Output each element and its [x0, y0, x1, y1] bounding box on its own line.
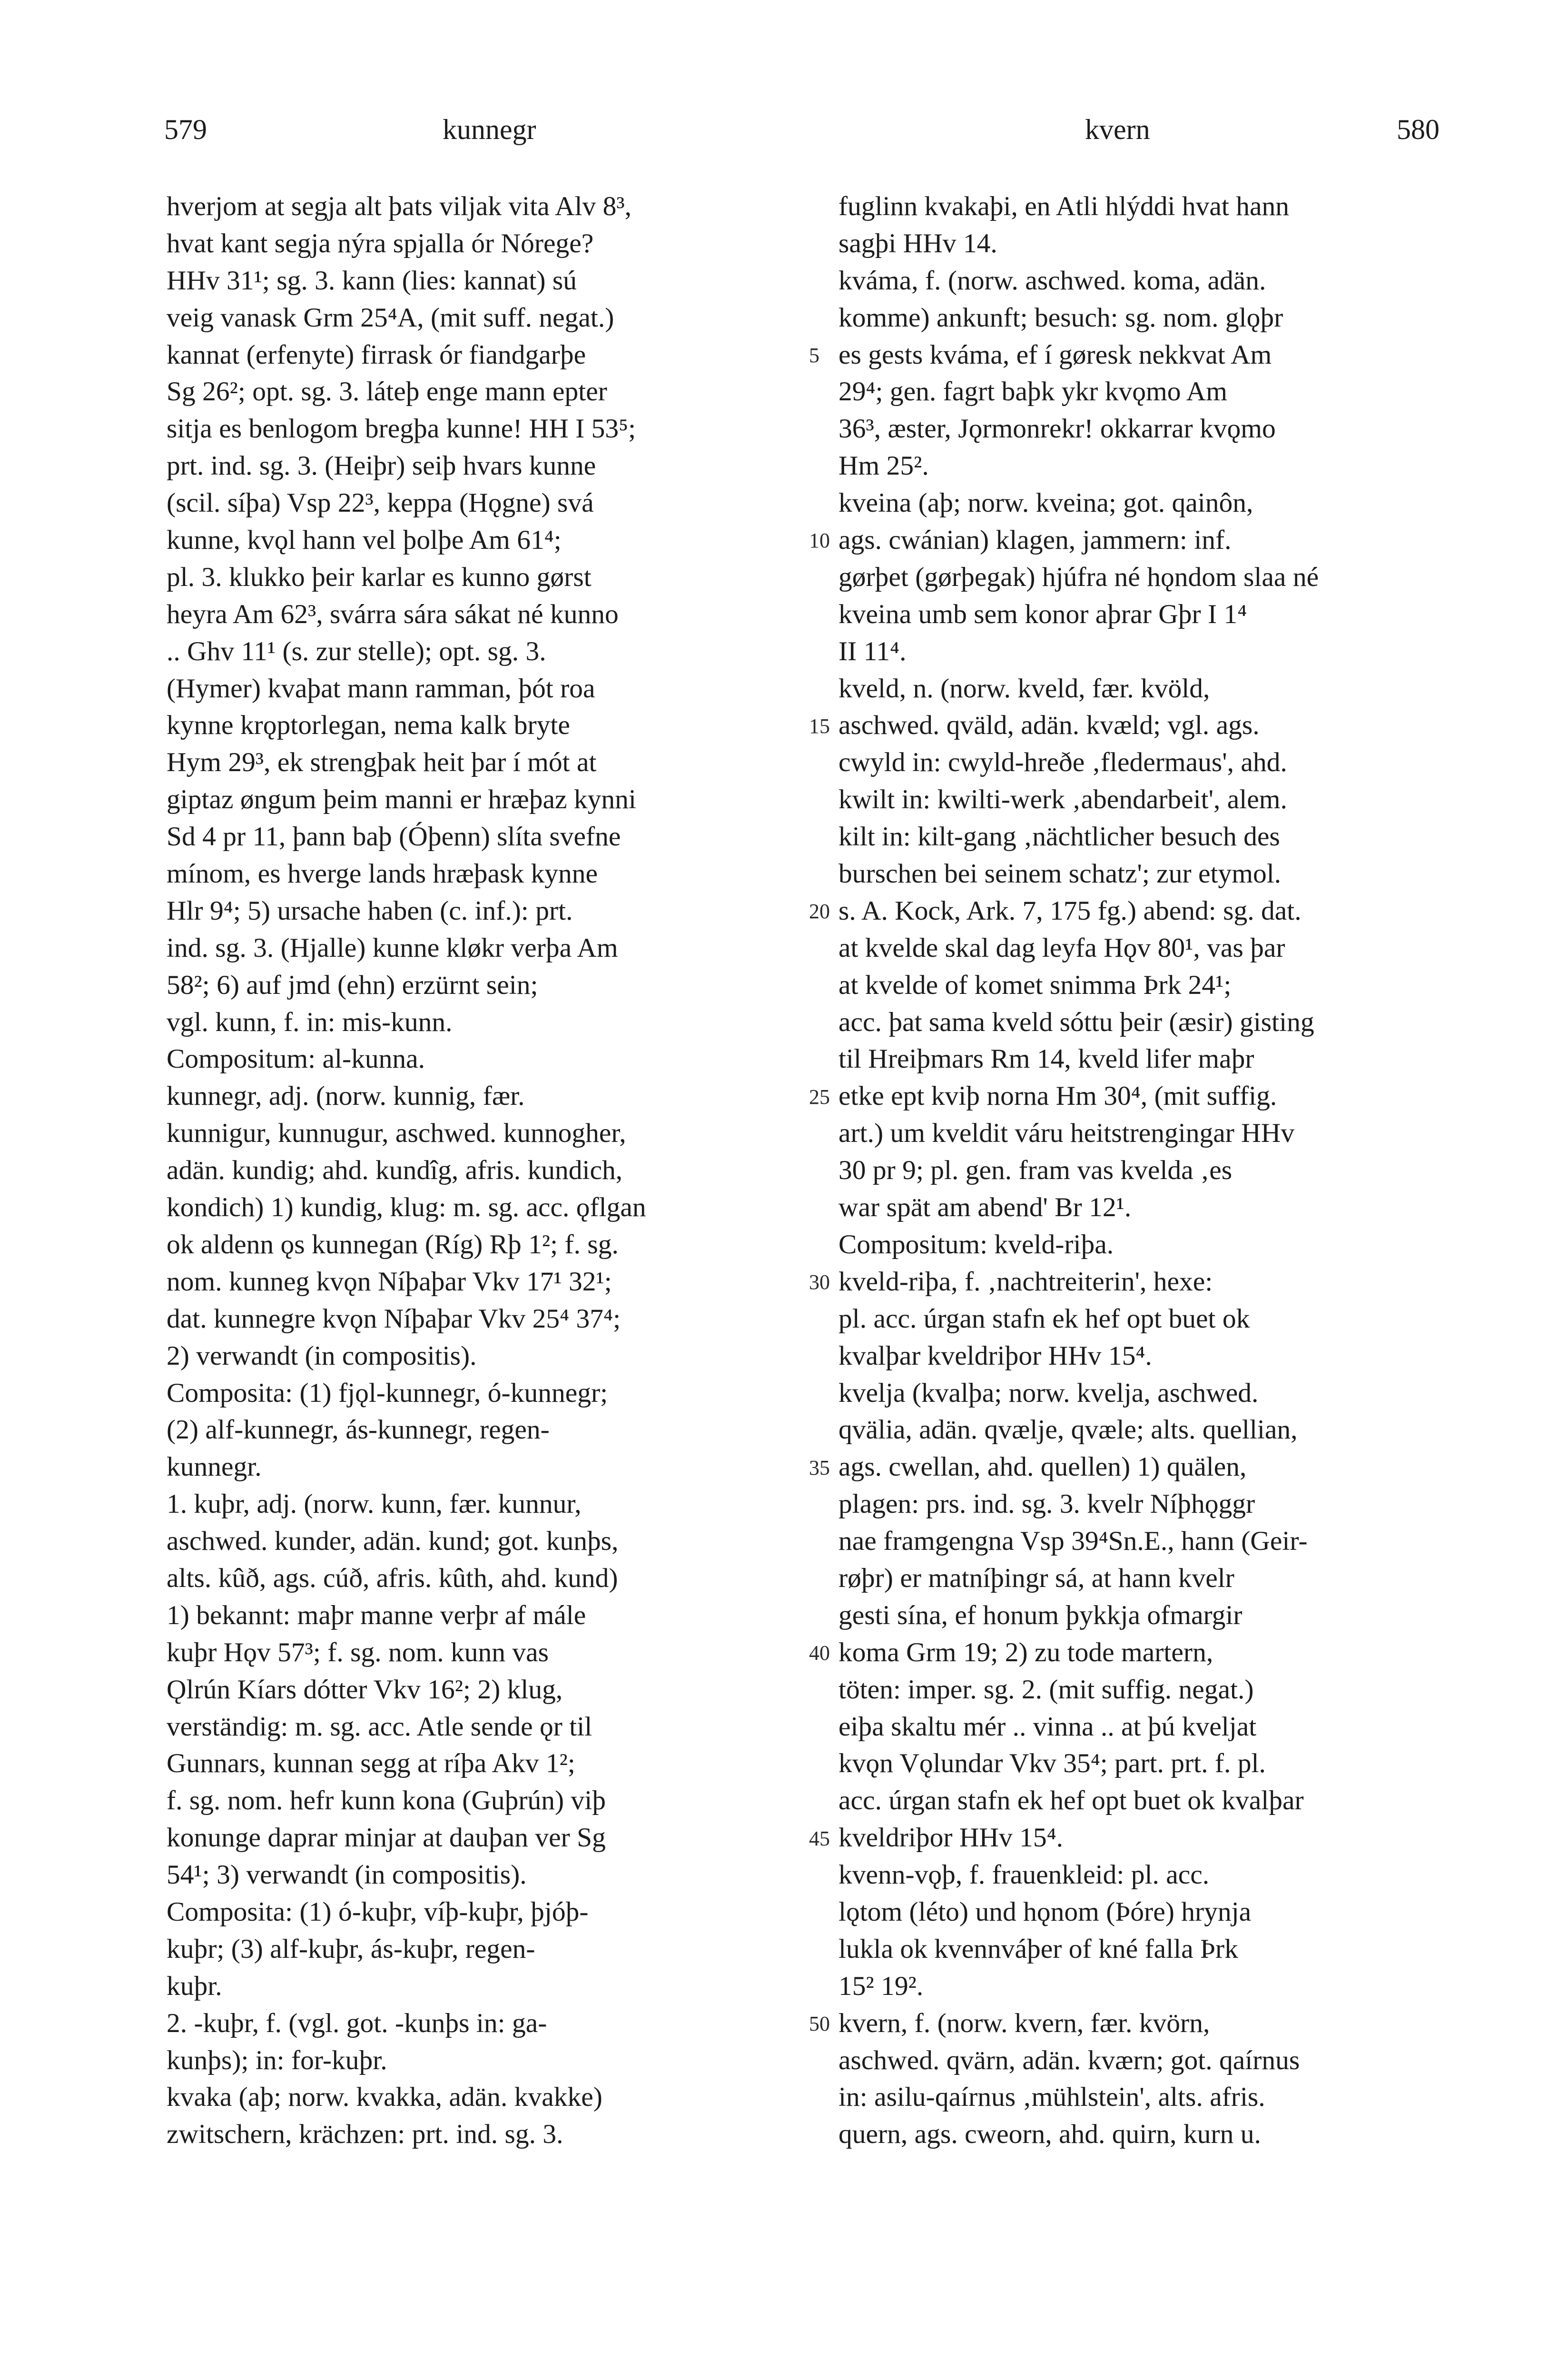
text-line: lǫtom (léto) und hǫnom (Þóre) hrynja [838, 1896, 1252, 1927]
line-number: 10 [809, 529, 830, 553]
text-line: ind. sg. 3. (Hjalle) kunne kløkr verþa Am [167, 932, 618, 963]
text-line: Composita: (1) ó-kuþr, víþ-kuþr, þjóþ- [167, 1896, 589, 1927]
text-line: 2) verwandt (in compositis). [167, 1340, 477, 1371]
line-number: 15 [809, 714, 830, 738]
text-line: kunþs); in: for-kuþr. [167, 2045, 387, 2075]
right-page-number: 580 [1397, 114, 1440, 145]
text-line: Gunnars, kunnan segg at ríþa Akv 1²; [167, 1748, 575, 1779]
text-line: acc. þat sama kveld sóttu þeir (æsir) gisting [838, 1007, 1314, 1037]
text-line: røþr) er matníþingr sá, at hann kvelr [838, 1563, 1234, 1593]
text-line: 58²; 6) auf jmd (ehn) erzürnt sein; [167, 970, 538, 1000]
text-line: kilt in: kilt-gang ‚nächtlicher besuch des [838, 822, 1280, 852]
text-line: 54¹; 3) verwandt (in compositis). [167, 1860, 527, 1890]
text-line: aschwed. qväld, adän. kvæld; vgl. ags. [838, 710, 1260, 741]
text-line: kuþr; (3) alf-kuþr, ás-kuþr, regen- [167, 1934, 535, 1964]
text-line: gesti sína, ef honum þykkja ofmargir [838, 1600, 1243, 1630]
page-header [0, 113, 1568, 151]
line-number: 35 [809, 1456, 830, 1479]
text-line: kveina (aþ; norw. kveina; got. qainôn, [838, 488, 1253, 518]
text-line: Composita: (1) fjǫl-kunnegr, ó-kunnegr; [167, 1378, 608, 1408]
text-line: alts. kûð, ags. cúð, afris. kûth, ahd. kund) [167, 1563, 618, 1593]
text-line: ok aldenn ǫs kunnegan (Ríg) Rþ 1²; f. sg. [167, 1229, 619, 1259]
text-line: kannat (erfenyte) firrask ór fiandgarþe [167, 339, 586, 370]
text-line: kunnegr. [167, 1452, 262, 1482]
text-line: gørþet (gørþegak) hjúfra né hǫndom slaa né [838, 562, 1319, 592]
text-line: dat. kunnegre kvǫn Níþaþar Vkv 25⁴ 37⁴; [167, 1303, 621, 1334]
text-line: nae framgengna Vsp 39⁴Sn.E., hann (Geir- [838, 1526, 1308, 1557]
text-line: (scil. síþa) Vsp 22³, keppa (Hǫgne) svá [167, 488, 594, 518]
text-line: adän. kundig; ahd. kundîg, afris. kundich, [167, 1155, 623, 1186]
text-line: kvǫn Vǫlundar Vkv 35⁴; part. prt. f. pl. [838, 1748, 1266, 1779]
text-line: 15² 19². [838, 1971, 924, 2001]
text-line: f. sg. nom. hefr kunn kona (Guþrún) viþ [167, 1785, 606, 1816]
text-line: fuglinn kvakaþi, en Atli hlýddi hvat hann [838, 191, 1290, 221]
text-line: 36³, æster, Jǫrmonrekr! okkarrar kvǫmo [838, 414, 1276, 444]
text-line: kveldriþor HHv 15⁴. [838, 1823, 1063, 1853]
right-running-head: kvern [1085, 114, 1150, 145]
text-line: komme) ankunft; besuch: sg. nom. glǫþr [838, 302, 1283, 333]
text-line: 1) bekannt: maþr manne verþr af mále [167, 1600, 586, 1630]
line-number: 40 [809, 1641, 830, 1665]
text-line: kváma, f. (norw. aschwed. koma, adän. [838, 265, 1266, 296]
text-line: at kvelde of komet snimma Þrk 24¹; [838, 970, 1232, 1000]
text-line: Hlr 9⁴; 5) ursache haben (c. inf.): prt. [167, 895, 573, 926]
text-line: kvenn-vǫþ, f. frauenkleid: pl. acc. [838, 1860, 1210, 1890]
text-line: (Hymer) kvaþat mann ramman, þót roa [167, 673, 595, 704]
text-line: 2. -kuþr, f. (vgl. got. -kunþs in: ga- [167, 2008, 547, 2038]
text-line: ags. cwellan, ahd. quellen) 1) quälen, [838, 1452, 1247, 1482]
text-line: qvälia, adän. qvælje, qvæle; alts. quellian, [838, 1415, 1298, 1445]
text-line: 30 pr 9; pl. gen. fram vas kvelda ‚es [838, 1155, 1233, 1186]
line-number: 30 [809, 1270, 830, 1294]
line-number: 50 [809, 2012, 830, 2036]
text-line: Hm 25². [838, 451, 929, 481]
left-page-number: 579 [164, 114, 207, 145]
text-line: verständig: m. sg. acc. Atle sende ǫr til [167, 1711, 592, 1742]
text-line: cwyld in: cwyld-hreðe ‚fledermaus', ahd. [838, 747, 1287, 778]
text-line: Compositum: al-kunna. [167, 1044, 425, 1074]
text-line: hverjom at segja alt þats viljak vita Alv 8³, [167, 191, 631, 221]
text-line: nom. kunneg kvǫn Níþaþar Vkv 17¹ 32¹; [167, 1266, 612, 1297]
line-number: 20 [809, 900, 830, 923]
text-line: koma Grm 19; 2) zu tode martern, [838, 1637, 1213, 1667]
text-line: HHv 31¹; sg. 3. kann (lies: kannat) sú [167, 265, 577, 296]
text-line: war spät am abend' Br 12¹. [838, 1192, 1132, 1223]
text-line: heyra Am 62³, svárra sára sákat né kunno [167, 599, 619, 629]
text-line: kunnigur, kunnugur, aschwed. kunnogher, [167, 1118, 626, 1149]
text-line: kvern, f. (norw. kvern, fær. kvörn, [838, 2008, 1210, 2038]
text-line: art.) um kveldit váru heitstrengingar HHv [838, 1118, 1295, 1149]
text-line: etke ept kviþ norna Hm 30⁴, (mit suffig. [838, 1081, 1277, 1111]
text-line: in: asilu-qaírnus ‚mühlstein', alts. afris. [838, 2082, 1265, 2112]
text-line: kvaka (aþ; norw. kvakka, adän. kvakke) [167, 2082, 602, 2112]
text-line: aschwed. kunder, adän. kund; got. kunþs, [167, 1526, 619, 1557]
text-line: kunne, kvǫl hann vel þolþe Am 61⁴; [167, 525, 562, 555]
text-line: kveina umb sem konor aþrar Gþr I 1⁴ [838, 599, 1247, 629]
text-line: burschen bei seinem schatz'; zur etymol. [838, 859, 1282, 889]
text-line: kvelja (kvalþa; norw. kvelja, aschwed. [838, 1378, 1259, 1408]
text-line: mínom, es hverge lands hræþask kynne [167, 859, 598, 889]
text-line: 29⁴; gen. fagrt baþk ykr kvǫmo Am [838, 377, 1227, 407]
text-line: s. A. Kock, Ark. 7, 175 fg.) abend: sg. dat. [838, 895, 1302, 926]
text-line: kveld-riþa, f. ‚nachtreiterin', hexe: [838, 1266, 1213, 1297]
left-running-head: kunnegr [443, 114, 536, 145]
text-line: Compositum: kveld-riþa. [838, 1229, 1114, 1259]
text-line: sagþi HHv 14. [838, 228, 997, 258]
line-number: 5 [809, 343, 819, 367]
text-line: ags. cwánian) klagen, jammern: inf. [838, 525, 1232, 555]
text-line: sitja es benlogom bregþa kunne! HH I 53⁵; [167, 414, 636, 444]
text-line: 1. kuþr, adj. (norw. kunn, fær. kunnur, [167, 1489, 582, 1519]
text-line: pl. acc. úrgan stafn ek hef opt buet ok [838, 1303, 1250, 1334]
text-line: plagen: prs. ind. sg. 3. kvelr Níþhǫggr [838, 1489, 1255, 1519]
text-line: pl. 3. klukko þeir karlar es kunno gørst [167, 562, 592, 592]
text-line: eiþa skaltu mér .. vinna .. at þú kveljat [838, 1711, 1257, 1742]
text-line: kuþr Hǫv 57³; f. sg. nom. kunn vas [167, 1637, 549, 1667]
text-line: giptaz øngum þeim manni er hræþaz kynni [167, 784, 636, 815]
right-column [838, 188, 1474, 2153]
text-line: .. Ghv 11¹ (s. zur stelle); opt. sg. 3. [167, 636, 546, 666]
line-number: 25 [809, 1085, 830, 1109]
text-line: (2) alf-kunnegr, ás-kunnegr, regen- [167, 1415, 550, 1445]
text-line: kvalþar kveldriþor HHv 15⁴. [838, 1340, 1152, 1371]
line-number: 45 [809, 1826, 830, 1850]
text-line: zwitschern, krächzen: prt. ind. sg. 3. [167, 2119, 563, 2150]
text-line: kunnegr, adj. (norw. kunnig, fær. [167, 1081, 525, 1111]
text-line: töten: imper. sg. 2. (mit suffig. negat.) [838, 1674, 1254, 1705]
text-line: prt. ind. sg. 3. (Heiþr) seiþ hvars kunne [167, 451, 596, 481]
text-line: konunge daprar minjar at dauþan ver Sg [167, 1823, 606, 1853]
text-line: kuþr. [167, 1971, 222, 2001]
text-line: kveld, n. (norw. kveld, fær. kvöld, [838, 673, 1210, 704]
text-line: es gests kváma, ef í gøresk nekkvat Am [838, 339, 1272, 370]
text-line: veig vanask Grm 25⁴A, (mit suff. negat.) [167, 302, 614, 333]
text-line: kondich) 1) kundig, klug: m. sg. acc. ǫflgan [167, 1192, 646, 1223]
text-line: hvat kant segja nýra spjalla ór Nórege? [167, 228, 594, 258]
text-line: at kvelde skal dag leyfa Hǫv 80¹, vas þar [838, 932, 1285, 963]
text-line: acc. úrgan stafn ek hef opt buet ok kvalþar [838, 1785, 1304, 1816]
text-line: II 11⁴. [838, 636, 907, 666]
text-line: quern, ags. cweorn, ahd. quirn, kurn u. [838, 2119, 1261, 2150]
left-column [167, 188, 802, 2153]
text-line: Sg 26²; opt. sg. 3. láteþ enge mann epter [167, 377, 607, 407]
text-line: kwilt in: kwilti-werk ‚abendarbeit', alem. [838, 784, 1287, 815]
text-line: Sd 4 pr 11, þann baþ (Óþenn) slíta svefne [167, 822, 621, 852]
text-line: til Hreiþmars Rm 14, kveld lifer maþr [838, 1044, 1254, 1074]
text-line: Ǫlrún Kíars dótter Vkv 16²; 2) klug, [167, 1674, 563, 1705]
text-line: kynne krǫptorlegan, nema kalk bryte [167, 710, 570, 741]
text-line: vgl. kunn, f. in: mis-kunn. [167, 1007, 453, 1037]
text-line: aschwed. qvärn, adän. kværn; got. qaírnus [838, 2045, 1300, 2075]
text-line: lukla ok kvennváþer of kné falla Þrk [838, 1934, 1238, 1964]
text-line: Hym 29³, ek strengþak heit þar í mót at [167, 747, 597, 778]
